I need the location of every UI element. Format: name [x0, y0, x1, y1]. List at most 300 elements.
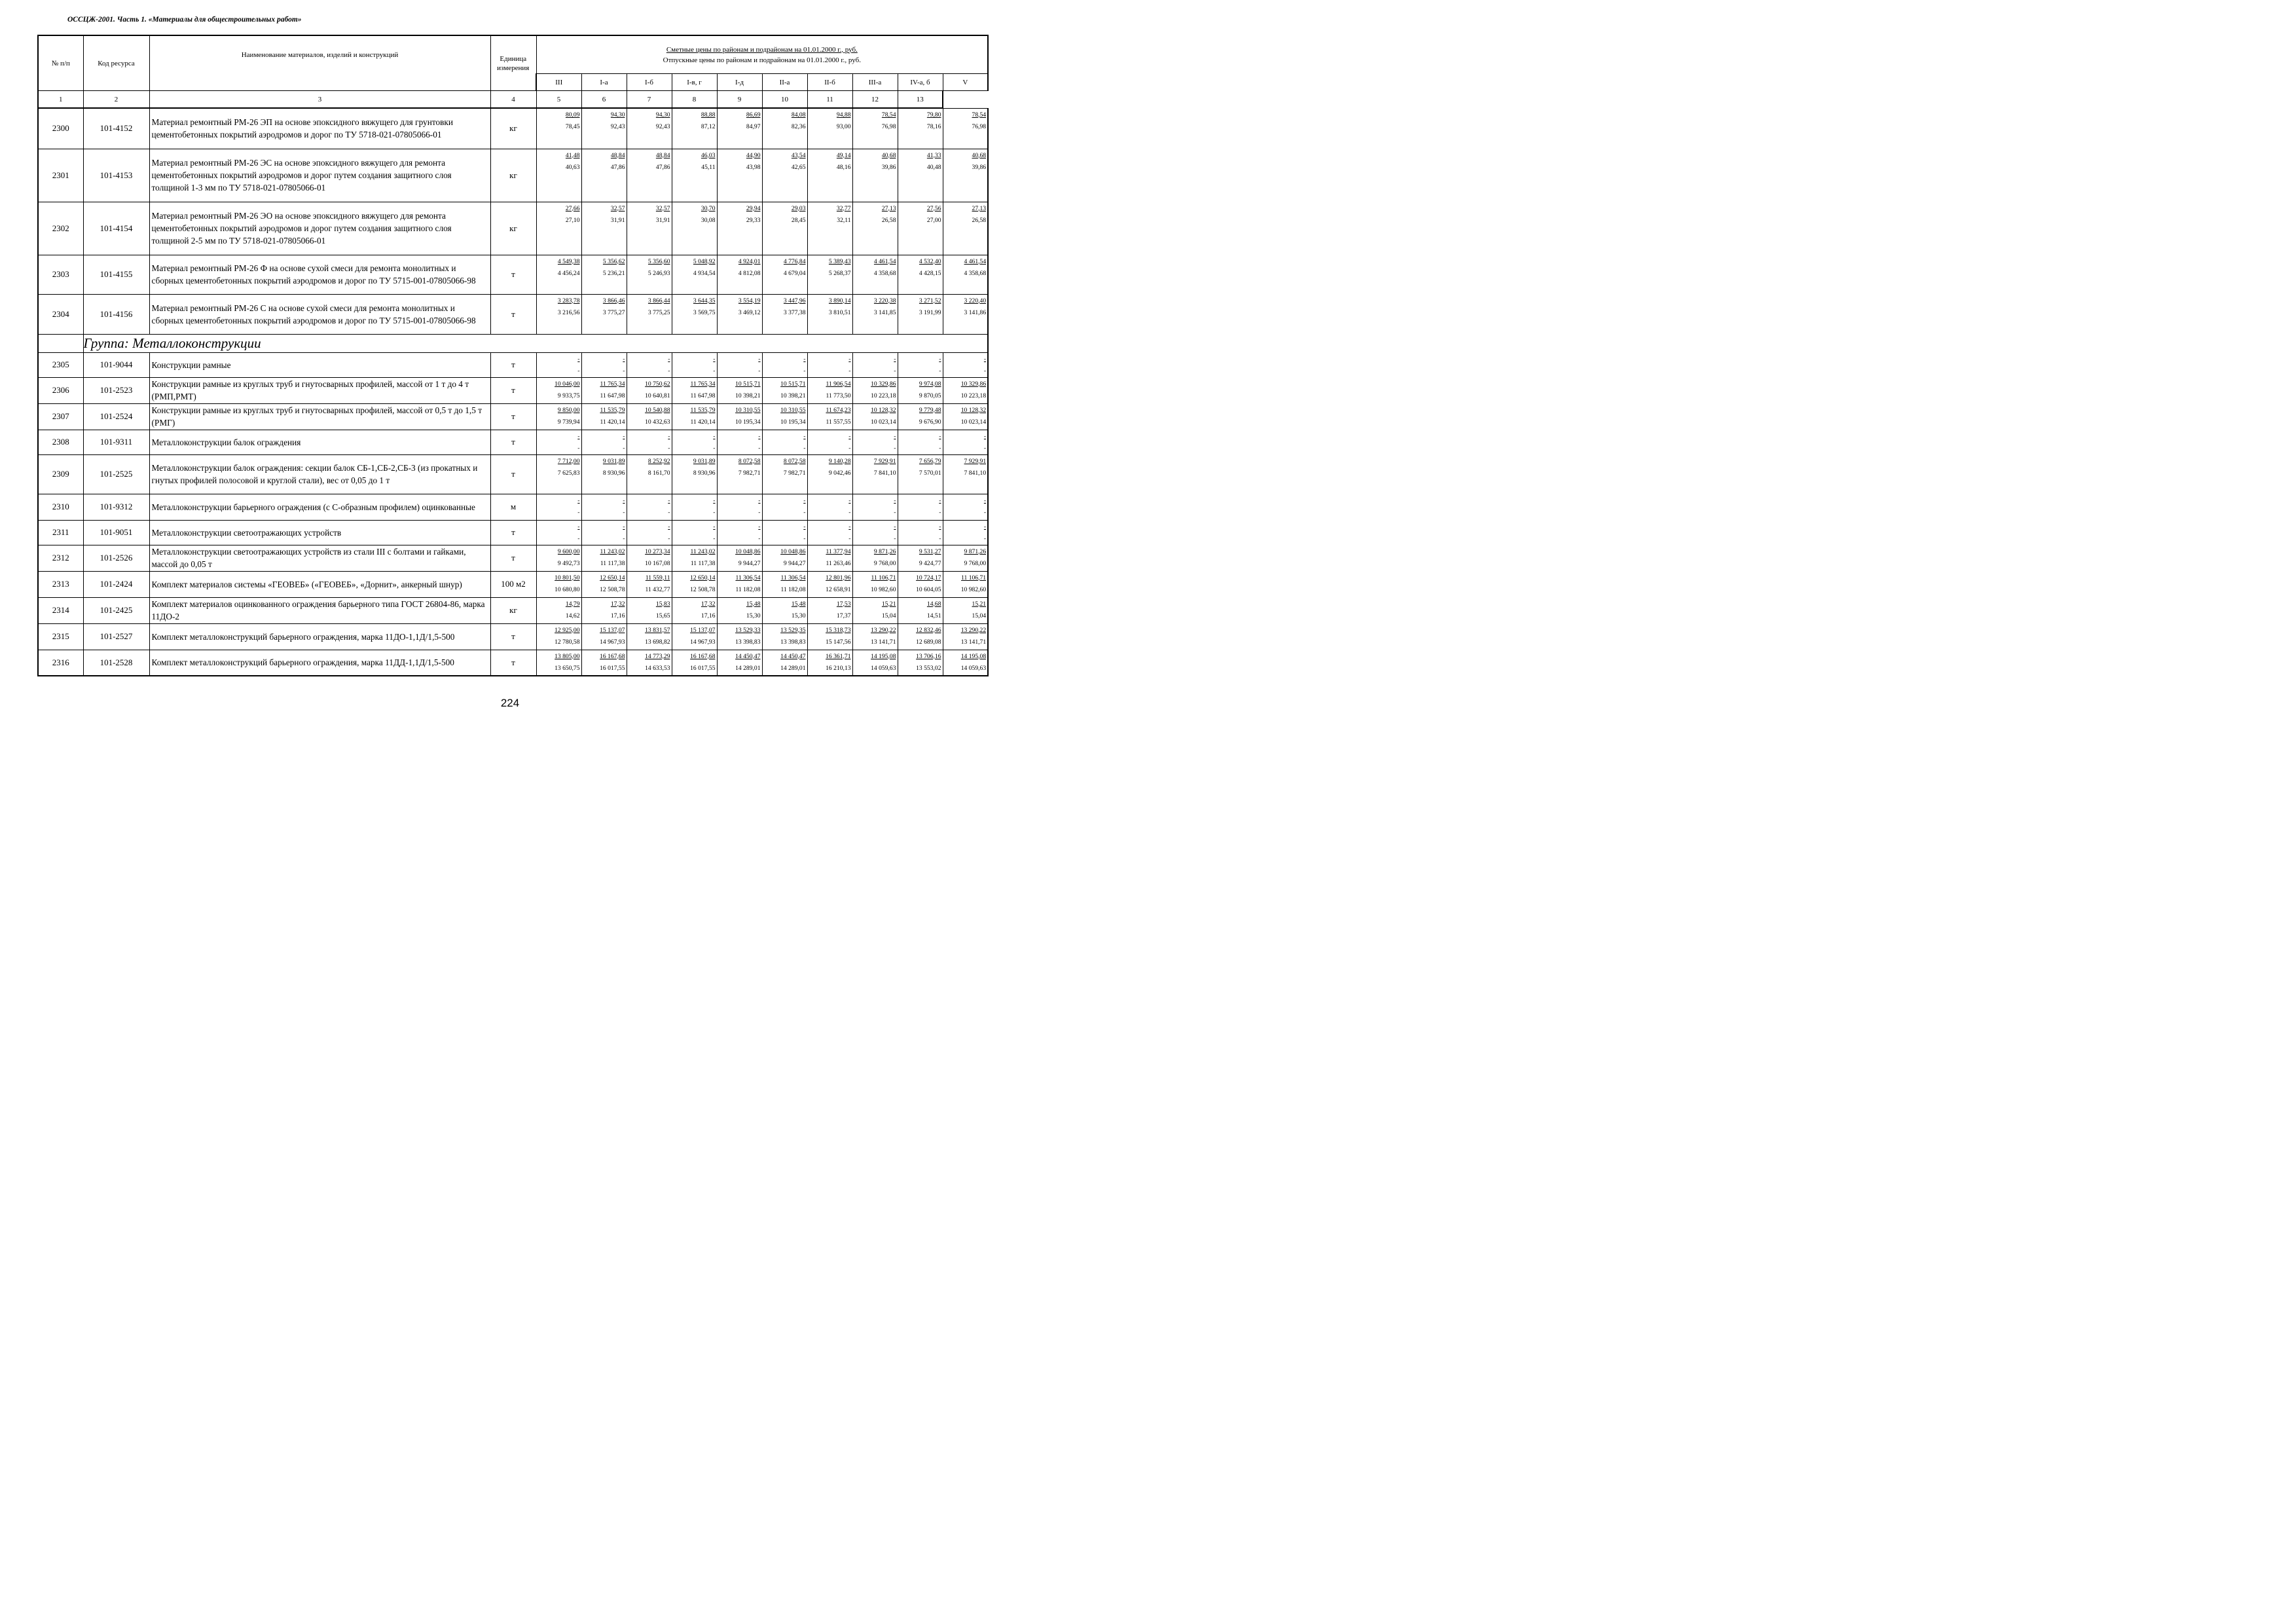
release-price: 12 689,08 — [916, 638, 941, 646]
resource-code: 101-4152 — [83, 108, 149, 149]
price-cell — [627, 623, 672, 650]
price-cell — [762, 494, 807, 520]
estimated-price: 9 871,26 — [873, 547, 896, 555]
resource-code: 101-9044 — [83, 352, 149, 377]
price-cell — [536, 352, 581, 377]
estimated-price: - — [848, 432, 851, 440]
release-price: 31,91 — [610, 216, 625, 224]
estimated-price: 13 706,16 — [916, 652, 941, 660]
region-header: III-а — [852, 74, 898, 91]
release-price: 5 268,37 — [828, 269, 851, 277]
estimated-price: - — [713, 432, 716, 440]
price-cell — [943, 650, 988, 676]
estimated-price: - — [713, 355, 716, 363]
price-table — [37, 35, 989, 676]
price-cell — [852, 520, 898, 545]
estimated-price: 10 515,71 — [780, 380, 806, 388]
price-cell — [536, 494, 581, 520]
unit-of-measure: 100 м2 — [490, 571, 536, 597]
price-cell — [852, 430, 898, 454]
price-cell — [898, 571, 943, 597]
release-price: 10 680,80 — [555, 585, 580, 593]
release-price: 14 289,01 — [735, 664, 761, 672]
release-price: 9 870,05 — [919, 392, 941, 399]
price-cell — [717, 545, 762, 571]
price-cell — [581, 597, 627, 623]
release-price: 11 773,50 — [826, 392, 851, 399]
price-cell — [943, 571, 988, 597]
region-header: V — [943, 74, 988, 91]
unit-of-measure: т — [490, 650, 536, 676]
row-number: 2314 — [38, 597, 83, 623]
release-price: - — [939, 534, 941, 542]
estimated-price: 13 831,57 — [645, 626, 670, 634]
release-price: 10 982,60 — [871, 585, 896, 593]
estimated-price: 10 046,00 — [555, 380, 580, 388]
column-header-name: Наименование материалов, изделий и конструкций — [149, 35, 490, 91]
release-price: - — [803, 444, 806, 452]
price-cell — [852, 149, 898, 202]
row-number: 2302 — [38, 202, 83, 255]
table-row — [38, 352, 988, 377]
unit-of-measure: т — [490, 294, 536, 334]
resource-code: 101-2528 — [83, 650, 149, 676]
release-price: 11 117,38 — [600, 559, 625, 567]
column-number: 4 — [490, 91, 536, 109]
unit-of-measure: т — [490, 403, 536, 430]
estimated-price: 9 871,26 — [964, 547, 987, 555]
estimated-price: - — [983, 523, 987, 530]
estimated-price: 14 773,29 — [645, 652, 670, 660]
column-header-no: № п/п — [38, 35, 83, 91]
table-row — [38, 454, 988, 494]
estimated-price: 80,09 — [565, 111, 580, 119]
release-price: - — [939, 444, 941, 452]
row-number: 2305 — [38, 352, 83, 377]
estimated-price: 40,68 — [972, 151, 987, 159]
estimated-price: 16 167,68 — [600, 652, 625, 660]
price-cell — [943, 108, 988, 149]
material-name: Комплект материалов системы «ГЕОВЕБ» («ГЕОВЕБ», «Дорнит», анкерный шнур) — [149, 571, 490, 597]
table-row — [38, 108, 988, 149]
estimated-price: 49,14 — [836, 151, 851, 159]
estimated-price: 40,68 — [881, 151, 896, 159]
release-price: 11 263,46 — [826, 559, 851, 567]
estimated-price: 3 644,35 — [693, 297, 716, 304]
table-row — [38, 520, 988, 545]
price-cell — [627, 377, 672, 403]
estimated-price: - — [848, 355, 851, 363]
column-number: 9 — [717, 91, 762, 109]
price-cell — [672, 597, 717, 623]
price-cell — [536, 149, 581, 202]
price-cell — [943, 255, 988, 294]
release-price: 15,30 — [746, 612, 761, 619]
release-price: 14 289,01 — [780, 664, 806, 672]
table-row — [38, 430, 988, 454]
release-price: 13 398,83 — [735, 638, 761, 646]
estimated-price: 11 765,34 — [690, 380, 716, 388]
price-cell — [807, 377, 852, 403]
price-cell — [627, 430, 672, 454]
estimated-price: 3 890,14 — [828, 297, 851, 304]
price-cell — [627, 294, 672, 334]
release-price: 9 944,27 — [783, 559, 806, 567]
estimated-price: 11 535,79 — [600, 406, 625, 414]
release-price: 17,37 — [836, 612, 851, 619]
estimated-price: 3 271,52 — [919, 297, 941, 304]
price-cell — [717, 650, 762, 676]
release-price: 10 195,34 — [780, 418, 806, 426]
estimated-price: - — [983, 355, 987, 363]
price-cell — [672, 650, 717, 676]
document-header: ОССЦЖ-2001. Часть 1. «Материалы для общестроительных работ» — [67, 16, 302, 24]
estimated-price: 9 600,00 — [557, 547, 580, 555]
estimated-price: - — [623, 432, 625, 440]
release-price: 10 982,60 — [960, 585, 987, 593]
price-cell — [581, 623, 627, 650]
release-price: 40,63 — [565, 163, 580, 171]
release-price: 9 768,00 — [873, 559, 896, 567]
price-cell — [672, 255, 717, 294]
release-price: - — [713, 534, 716, 542]
estimated-price: 3 447,96 — [783, 297, 806, 304]
estimated-price: 32,57 — [655, 204, 670, 212]
estimated-price: 79,80 — [926, 111, 941, 119]
price-cell — [852, 623, 898, 650]
resource-code: 101-2525 — [83, 454, 149, 494]
release-price: - — [577, 508, 580, 516]
price-cell — [762, 202, 807, 255]
material-name: Конструкции рамные из круглых труб и гнутосварных профилей, массой от 1 т до 4 т (РМП,РМТ) — [149, 377, 490, 403]
group-title: Группа: Металлоконструкции — [83, 334, 988, 352]
estimated-price: 10 128,32 — [871, 406, 896, 414]
release-price: - — [758, 508, 761, 516]
release-price: 10 223,18 — [871, 392, 896, 399]
price-cell — [762, 352, 807, 377]
price-cell — [762, 623, 807, 650]
release-price: 4 456,24 — [557, 269, 580, 277]
release-price: 84,97 — [746, 123, 761, 130]
release-price: 9 933,75 — [557, 392, 580, 399]
estimated-price: 13 805,00 — [555, 652, 580, 660]
release-price: 14,51 — [926, 612, 941, 619]
estimated-price: 4 924,01 — [738, 257, 761, 265]
column-header-unit: Единица измерения — [490, 35, 536, 91]
price-cell — [762, 403, 807, 430]
unit-of-measure: кг — [490, 597, 536, 623]
release-price: 13 141,71 — [960, 638, 987, 646]
table-row — [38, 494, 988, 520]
price-cell — [536, 430, 581, 454]
estimated-price: - — [894, 432, 896, 440]
price-cell — [943, 454, 988, 494]
release-price: - — [713, 508, 716, 516]
release-price: 9 042,46 — [828, 469, 851, 477]
price-cell — [581, 377, 627, 403]
column-number: 2 — [83, 91, 149, 109]
release-price: 7 570,01 — [919, 469, 941, 477]
column-number: 3 — [149, 91, 490, 109]
estimated-price: 15,21 — [972, 600, 987, 608]
unit-of-measure: т — [490, 377, 536, 403]
column-number: 7 — [627, 91, 672, 109]
estimated-price: 27,13 — [881, 204, 896, 212]
release-price: 17,16 — [610, 612, 625, 619]
release-price: 29,33 — [746, 216, 761, 224]
release-price: 14 633,53 — [645, 664, 670, 672]
estimated-price: 9 850,00 — [557, 406, 580, 414]
release-price: 27,00 — [926, 216, 941, 224]
estimated-price: 94,30 — [655, 111, 670, 119]
estimated-price: 17,53 — [836, 600, 851, 608]
release-price: 11 182,08 — [735, 585, 761, 593]
price-cell — [627, 108, 672, 149]
price-cell — [627, 545, 672, 571]
unit-of-measure: т — [490, 545, 536, 571]
price-cell — [717, 623, 762, 650]
release-price: 15,65 — [655, 612, 670, 619]
estimated-price: 7 712,00 — [557, 457, 580, 465]
release-price: 26,58 — [881, 216, 896, 224]
price-cell — [852, 255, 898, 294]
release-price: 11 647,98 — [600, 392, 625, 399]
price-cell — [852, 454, 898, 494]
release-price: 12 508,78 — [600, 585, 625, 593]
price-cell — [762, 108, 807, 149]
price-cell — [807, 494, 852, 520]
group-row — [38, 334, 988, 352]
release-price: 42,65 — [791, 163, 806, 171]
estimated-price: 3 866,44 — [647, 297, 670, 304]
release-price: 3 141,86 — [964, 308, 987, 316]
price-cell — [627, 597, 672, 623]
release-price: 10 398,21 — [735, 392, 761, 399]
price-cell — [943, 352, 988, 377]
release-price: 4 428,15 — [919, 269, 941, 277]
material-name: Комплект материалов оцинкованного ограждения барьерного типа ГОСТ 26804-86, марка 11ДО-2 — [149, 597, 490, 623]
estimated-price: 7 929,91 — [964, 457, 987, 465]
price-cell — [536, 294, 581, 334]
estimated-price: - — [623, 496, 625, 504]
price-cell — [762, 545, 807, 571]
estimated-price: 27,56 — [926, 204, 941, 212]
resource-code: 101-9311 — [83, 430, 149, 454]
release-price: - — [758, 444, 761, 452]
estimated-price: - — [577, 355, 580, 363]
release-price: 14 967,93 — [600, 638, 625, 646]
price-cell — [672, 149, 717, 202]
price-cell — [717, 571, 762, 597]
column-header-prices — [536, 35, 988, 74]
release-price: 26,58 — [972, 216, 987, 224]
estimated-price: 3 554,19 — [738, 297, 761, 304]
estimated-price: 11 306,54 — [735, 574, 761, 581]
price-cell — [762, 650, 807, 676]
estimated-price: 9 779,48 — [919, 406, 941, 414]
release-price: 92,43 — [610, 123, 625, 130]
release-price: - — [803, 508, 806, 516]
release-price: 5 236,21 — [602, 269, 625, 277]
estimated-price: 29,94 — [746, 204, 761, 212]
estimated-price: - — [983, 496, 987, 504]
price-cell — [627, 650, 672, 676]
estimated-price: 15 318,73 — [826, 626, 851, 634]
price-cell — [898, 520, 943, 545]
row-number: 2303 — [38, 255, 83, 294]
price-cell — [581, 520, 627, 545]
resource-code: 101-9312 — [83, 494, 149, 520]
price-cell — [717, 352, 762, 377]
region-header: I-а — [581, 74, 627, 91]
estimated-price: 11 243,02 — [600, 547, 625, 555]
estimated-price: 5 389,43 — [828, 257, 851, 265]
estimated-price: - — [623, 355, 625, 363]
price-cell — [898, 403, 943, 430]
release-price: 13 650,75 — [555, 664, 580, 672]
price-cell — [536, 520, 581, 545]
estimated-price: 11 674,23 — [826, 406, 851, 414]
estimated-price: - — [983, 432, 987, 440]
estimated-price: 13 529,35 — [780, 626, 806, 634]
row-number: 2307 — [38, 403, 83, 430]
price-cell — [762, 294, 807, 334]
resource-code: 101-2523 — [83, 377, 149, 403]
estimated-price: 4 549,38 — [557, 257, 580, 265]
unit-of-measure: кг — [490, 149, 536, 202]
price-cell — [807, 571, 852, 597]
estimated-price: 9 531,27 — [919, 547, 941, 555]
release-price: - — [623, 367, 625, 375]
estimated-price: - — [668, 432, 670, 440]
release-price: 4 358,68 — [873, 269, 896, 277]
unit-of-measure: кг — [490, 108, 536, 149]
release-price: 12 658,91 — [826, 585, 851, 593]
price-cell — [536, 108, 581, 149]
price-cell — [672, 294, 717, 334]
estimated-price: 15,48 — [746, 600, 761, 608]
price-cell — [717, 597, 762, 623]
release-price: - — [983, 367, 987, 375]
resource-code: 101-2425 — [83, 597, 149, 623]
estimated-price: 78,54 — [881, 111, 896, 119]
estimated-price: 11 306,54 — [780, 574, 806, 581]
release-price: 14 059,63 — [871, 664, 896, 672]
release-price: - — [668, 367, 670, 375]
region-header: I-б — [627, 74, 672, 91]
table-row — [38, 650, 988, 676]
estimated-price: 11 765,34 — [600, 380, 625, 388]
estimated-price: - — [939, 496, 941, 504]
release-price: 12 780,58 — [555, 638, 580, 646]
estimated-price: - — [668, 523, 670, 530]
material-name: Материал ремонтный РМ-26 ЭО на основе эпоксидного вяжущего для ремонта цементобетонных покрытий аэродромов и дорог путем создания защитного слоя толщиной 2-5 мм по ТУ 5718-021-07805066-01 — [149, 202, 490, 255]
release-price: - — [848, 534, 851, 542]
release-price: - — [983, 534, 987, 542]
release-price: 10 398,21 — [780, 392, 806, 399]
price-cell — [581, 255, 627, 294]
estimated-price: 86,69 — [746, 111, 761, 119]
price-cell — [627, 403, 672, 430]
release-price: 7 841,10 — [964, 469, 987, 477]
release-price: 3 810,51 — [828, 308, 851, 316]
release-price: - — [758, 367, 761, 375]
price-cell — [807, 108, 852, 149]
estimated-price: - — [758, 432, 761, 440]
estimated-price: - — [758, 523, 761, 530]
prices-subtitle: Отпускные цены по районам и подрайонам на 01.01.2000 г., руб. — [663, 56, 861, 64]
estimated-price: - — [803, 496, 806, 504]
price-cell — [672, 623, 717, 650]
release-price: - — [894, 508, 896, 516]
release-price: 92,43 — [655, 123, 670, 130]
unit-of-measure: т — [490, 352, 536, 377]
price-cell — [852, 403, 898, 430]
price-cell — [943, 149, 988, 202]
material-name: Металлоконструкции светоотражающих устройств из стали III с болтами и гайками, массой до 0,05 т — [149, 545, 490, 571]
row-number: 2300 — [38, 108, 83, 149]
unit-of-measure: т — [490, 255, 536, 294]
estimated-price: - — [713, 496, 716, 504]
price-cell — [807, 650, 852, 676]
release-price: 11 117,38 — [690, 559, 716, 567]
price-cell — [717, 202, 762, 255]
unit-of-measure: т — [490, 623, 536, 650]
price-cell — [717, 108, 762, 149]
row-number: 2316 — [38, 650, 83, 676]
price-cell — [807, 597, 852, 623]
estimated-price: 12 801,96 — [826, 574, 851, 581]
price-cell — [581, 494, 627, 520]
release-price: 9 739,94 — [557, 418, 580, 426]
material-name: Материал ремонтный РМ-26 С на основе сухой смеси для ремонта монолитных и сборных цементобетонных покрытий аэродромов и дорог по ТУ 5715-001-07805066-98 — [149, 294, 490, 334]
table-row — [38, 294, 988, 334]
price-cell — [898, 202, 943, 255]
price-cell — [852, 597, 898, 623]
release-price: 11 557,55 — [826, 418, 851, 426]
column-number: 5 — [536, 91, 581, 109]
price-cell — [807, 623, 852, 650]
material-name: Конструкции рамные из круглых труб и гнутосварных профилей, массой от 0,5 т до 1,5 т (РМГ) — [149, 403, 490, 430]
release-price: 39,86 — [972, 163, 987, 171]
estimated-price: 12 650,14 — [690, 574, 716, 581]
release-price: 12 508,78 — [690, 585, 716, 593]
unit-of-measure: т — [490, 520, 536, 545]
estimated-price: 16 361,71 — [826, 652, 851, 660]
price-cell — [536, 650, 581, 676]
row-number: 2309 — [38, 454, 83, 494]
price-cell — [852, 650, 898, 676]
estimated-price: 10 048,86 — [780, 547, 806, 555]
release-price: - — [848, 444, 851, 452]
release-price: 9 424,77 — [919, 559, 941, 567]
estimated-price: 46,03 — [701, 151, 716, 159]
resource-code: 101-2526 — [83, 545, 149, 571]
release-price: 3 775,25 — [647, 308, 670, 316]
price-cell — [627, 494, 672, 520]
price-cell — [717, 377, 762, 403]
price-cell — [898, 430, 943, 454]
release-price: 3 141,85 — [873, 308, 896, 316]
price-cell — [762, 454, 807, 494]
release-price: - — [623, 444, 625, 452]
release-price: 5 246,93 — [647, 269, 670, 277]
release-price: 14 967,93 — [690, 638, 716, 646]
release-price: 15 147,56 — [826, 638, 851, 646]
price-cell — [762, 377, 807, 403]
row-number: 2312 — [38, 545, 83, 571]
column-number: 10 — [762, 91, 807, 109]
